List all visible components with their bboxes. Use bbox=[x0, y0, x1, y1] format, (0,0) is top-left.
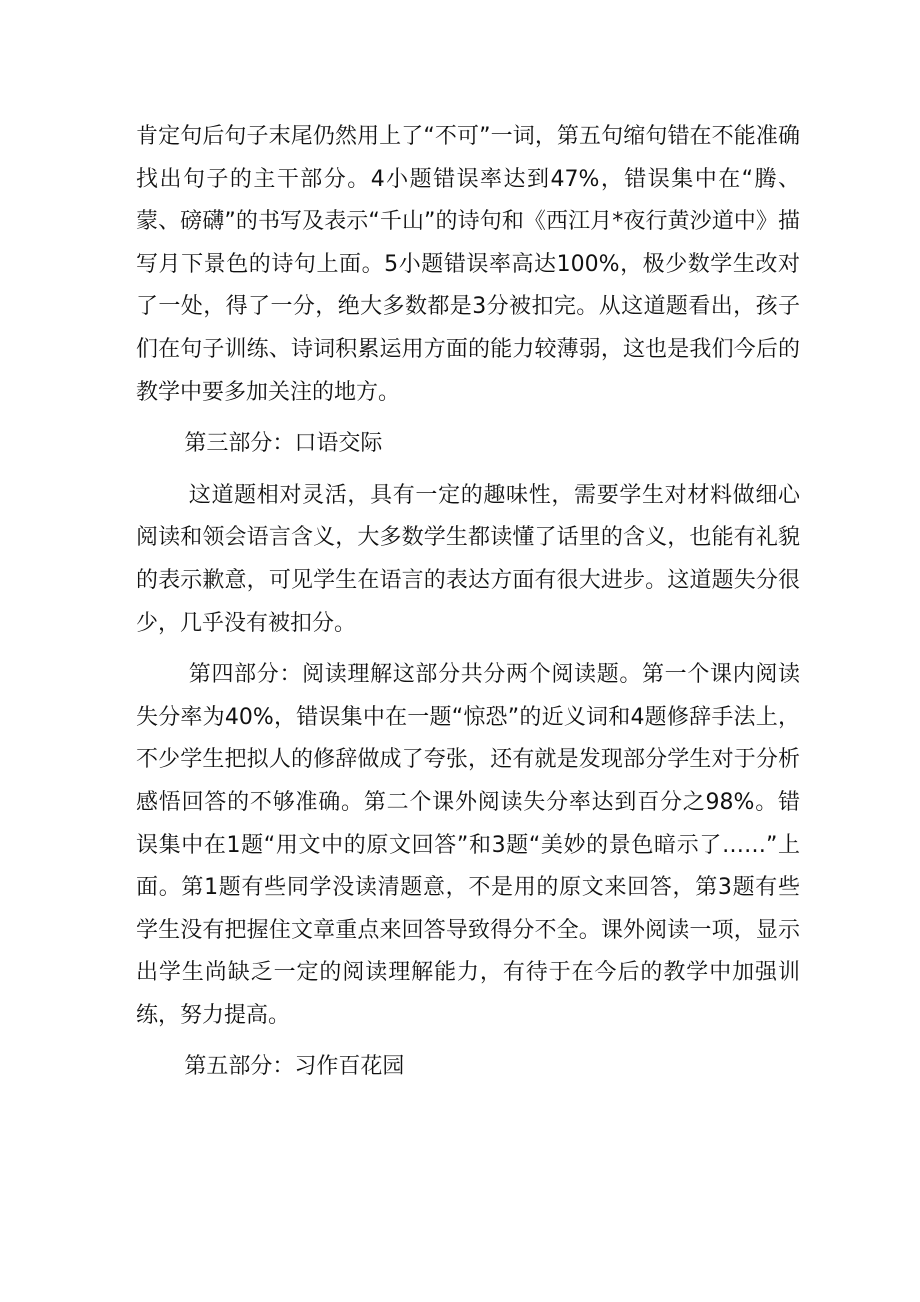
paragraph-spacer bbox=[136, 466, 800, 475]
paragraph-spacer bbox=[136, 645, 800, 654]
document-body bbox=[136, 116, 800, 1089]
section-heading-oral-communication: 第三部分：口语交际 bbox=[184, 431, 383, 457]
paragraph-oral-communication: 这道题相对灵活，具有一定的趣味性，需要学生对材料做细心阅读和领会语言含义，大多数学生都读懂了话里的含义，也能有礼貌的表示歉意，可见学生在语言的表达方面有很大进步。这道题失分很少，几乎没有被扣分。 bbox=[136, 482, 800, 636]
section-heading-writing: 第五部分：习作百花园 bbox=[184, 1054, 405, 1080]
paragraph-spacer bbox=[136, 1037, 800, 1046]
paragraph-1: 肯定句后句子末尾仍然用上了“不可”一词，第五句缩句错在不能准确找出句子的主干部分。4小题错误率达到47%，错误集中在“腾、蒙、磅礴”的书写及表示“千山”的诗句和《西江月*夜行黄沙道中》描写月下景色的诗句上面。5小题错误率高达100%，极少数学生改对了一处，得了一分，绝大多数都是3分被扣完。从这道题看出，孩子们在句子训练、诗词积累运用方面的能力较薄弱，这也是我们今后的教学中要多加关注的地方。 bbox=[136, 124, 800, 405]
paragraph-spacer bbox=[136, 414, 800, 423]
paragraph-reading-comprehension: 第四部分：阅读理解这部分共分两个阅读题。第一个课内阅读失分率为40%，错误集中在一题“惊恐”的近义词和4题修辞手法上，不少学生把拟人的修辞做成了夸张，还有就是发现部分学生对于分析感悟回答的不够准确。第二个课外阅读失分率达到百分之98%。错误集中在1题“用文中的原文回答”和3题“美妙的景色暗示了……”上面。第1题有些同学没读清题意，不是用的原文来回答，第3题有些学生没有把握住文章重点来回答导致得分不全。课外阅读一项，显示出学生尚缺乏一定的阅读理解能力，有待于在今后的教学中加强训练，努力提高。 bbox=[136, 662, 800, 1028]
